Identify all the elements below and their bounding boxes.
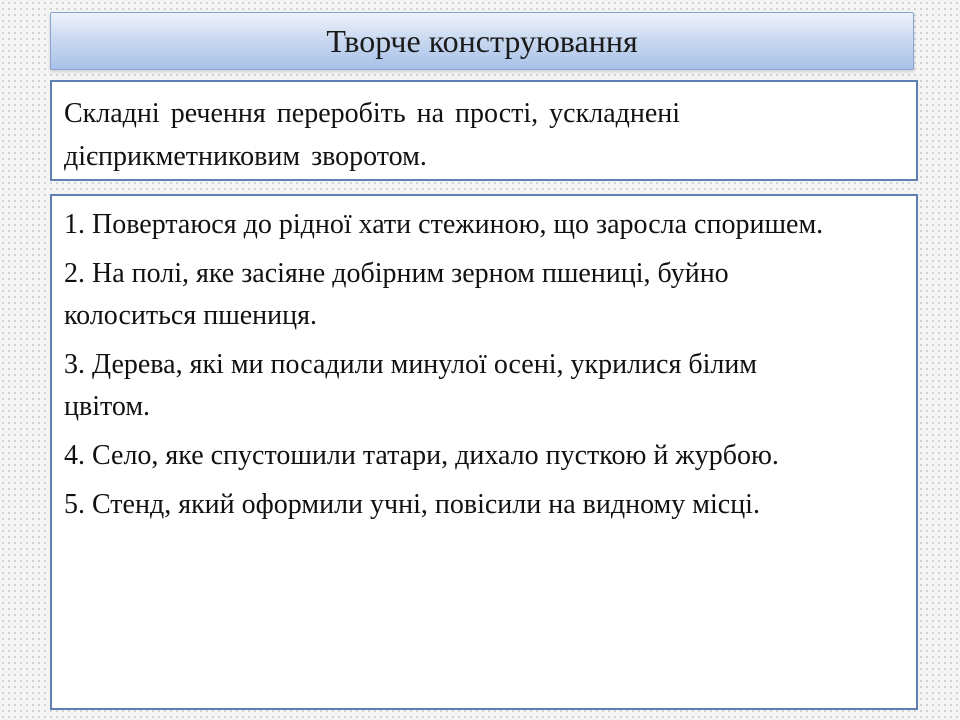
list-item: 4. Село, яке спустошили татари, дихало пусткою й журбою. <box>64 440 779 471</box>
task-box <box>50 80 918 181</box>
list-item: 5. Стенд, який оформили учні, повісили на видному місці. <box>64 489 760 520</box>
slide-title-bar <box>50 12 914 70</box>
task-text: Складні речення переробіть на прості, ускладнені дієприкметниковим зворотом. <box>64 98 681 172</box>
sentence-list <box>50 194 918 710</box>
list-item: 2. На полі, яке засіяне добірним зерном пшениці, буйно колоситься пшениця. <box>64 258 729 331</box>
slide-title: Творче конструювання <box>326 22 638 59</box>
list-item: 1. Повертаюся до рідної хати стежиною, що заросла споришем. <box>64 209 824 240</box>
list-item: 3. Дерева, які ми посадили минулої осені, укрилися білим цвітом. <box>64 349 758 422</box>
